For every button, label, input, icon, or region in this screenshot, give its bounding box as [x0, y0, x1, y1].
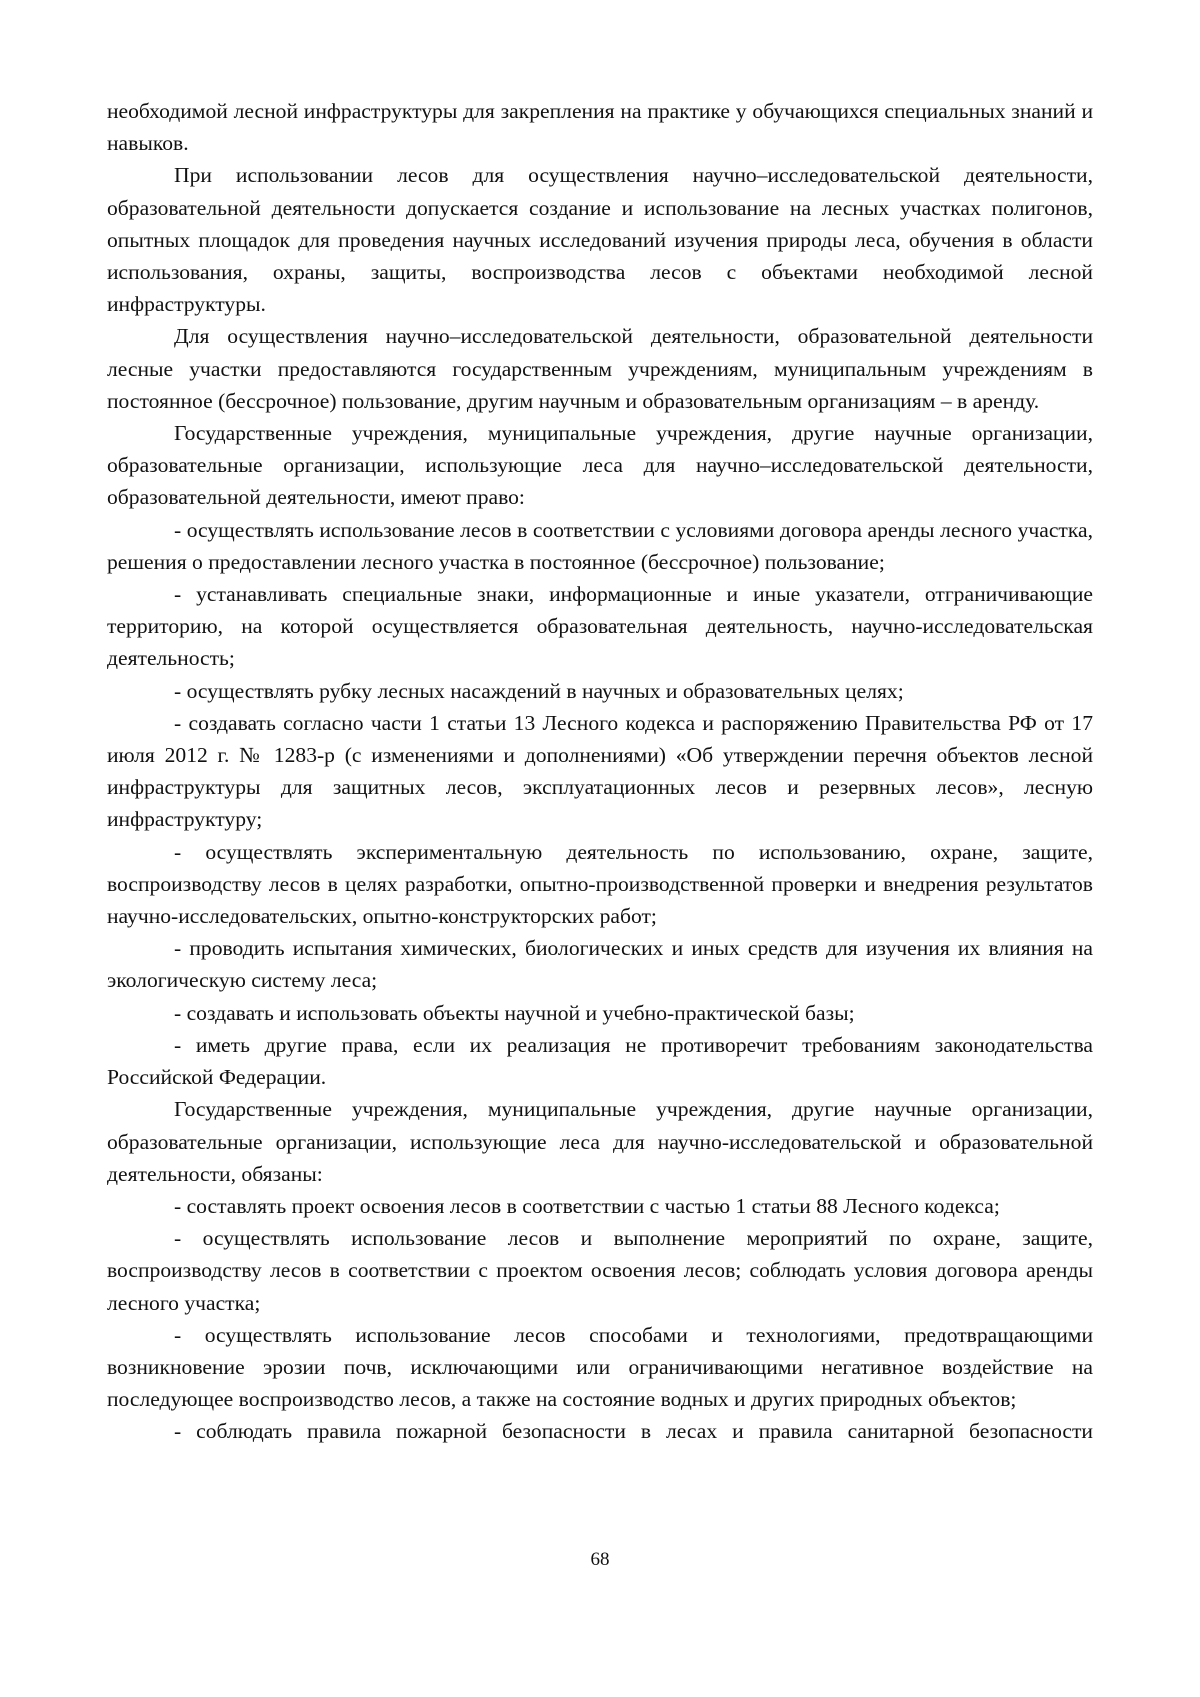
- body-paragraph: Для осуществления научно–исследовательской деятельности, образовательной деятельности лесные участки предоставляются государственным учреждениям, муниципальным учреждениям в постоянное (бессрочное) пользование, другим научным и образовательным организациям – в аренду.: [107, 324, 1093, 413]
- list-item-paragraph: - осуществлять использование лесов и выполнение мероприятий по охране, защите, воспроизводству лесов в соответствии с проектом освоения лесов; соблюдать условия договора аренды лесного участка;: [107, 1226, 1093, 1315]
- list-item-paragraph: - соблюдать правила пожарной безопасности в лесах и правила санитарной безопасности: [174, 1419, 1093, 1444]
- list-item-paragraph: - составлять проект освоения лесов в соответствии с частью 1 статьи 88 Лесного кодекса;: [174, 1193, 1000, 1218]
- list-item-paragraph: - иметь другие права, если их реализация не противоречит требованиям законодательства Российской Федерации.: [107, 1032, 1093, 1090]
- list-item-paragraph: - устанавливать специальные знаки, информационные и иные указатели, отграничивающие территорию, на которой осуществляется образовательная деятельность, научно-исследовательская деятельность;: [107, 582, 1093, 671]
- document-body: [107, 95, 1093, 1448]
- page-number: 68: [590, 1549, 610, 1570]
- list-item-paragraph: - создавать согласно части 1 статьи 13 Лесного кодекса и распоряжению Правительства РФ от 17 июля 2012 г. № 1283-р (с изменениями и дополнениями) «Об утверждении перечня объектов лесной инфраструктуры для защитных лесов, эксплуатационных лесов и резервных лесов», лесную инфраструктуру;: [107, 710, 1093, 832]
- list-item-paragraph: - осуществлять рубку лесных насаждений в научных и образовательных целях;: [174, 678, 904, 703]
- body-paragraph: При использовании лесов для осуществления научно–исследовательской деятельности, образовательной деятельности допускается создание и использование на лесных участках полигонов, опытных площадок для проведения научных исследований изучения природы леса, обучения в области использования, охраны, защиты, воспроизводства лесов с объектами необходимой лесной инфраструктуры.: [107, 163, 1093, 317]
- list-item-paragraph: - осуществлять экспериментальную деятельность по использованию, охране, защите, воспроизводству лесов в целях разработки, опытно-производственной проверки и внедрения результатов научно-исследовательских, опытно-конструкторских работ;: [107, 839, 1093, 929]
- list-item-paragraph: - осуществлять использование лесов способами и технологиями, предотвращающими возникновение эрозии почв, исключающими или ограничивающими негативное воздействие на последующее воспроизводство лесов, а также на состояние водных и других природных объектов;: [107, 1322, 1093, 1412]
- body-paragraph: Государственные учреждения, муниципальные учреждения, другие научные организации, образовательные организации, использующие леса для научно–исследовательской деятельности, образовательной деятельности, имеют право:: [107, 421, 1093, 510]
- list-item-paragraph: - осуществлять использование лесов в соответствии с условиями договора аренды лесного участка, решения о предоставлении лесного участка в постоянное (бессрочное) пользование;: [107, 517, 1093, 574]
- list-item-paragraph: - создавать и использовать объекты научной и учебно-практической базы;: [174, 1000, 855, 1025]
- body-paragraph: Государственные учреждения, муниципальные учреждения, другие научные организации, образовательные организации, использующие леса для научно-исследовательской и образовательной деятельности, обязаны:: [107, 1097, 1093, 1186]
- body-paragraph: необходимой лесной инфраструктуры для закрепления на практике у обучающихся специальных знаний и навыков.: [107, 99, 1093, 156]
- list-item-paragraph: - проводить испытания химических, биологических и иных средств для изучения их влияния на экологическую систему леса;: [107, 936, 1093, 993]
